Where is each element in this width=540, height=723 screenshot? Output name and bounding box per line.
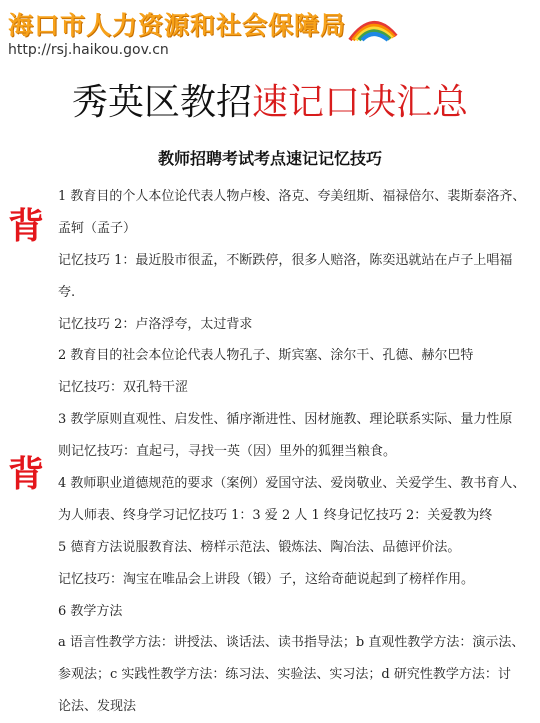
content-line: 3 教学原则直观性、启发性、循序渐进性、因材施教、理论联系实际、量力性原 [58,412,513,428]
content-line: 记忆技巧：淘宝在唯品会上讲段（锻）子，这给奇葩说起到了榜样作用。 [58,571,475,587]
side-mark-1: 背 [8,205,45,247]
content-line: 5 德育方法说服教育法、榜样示范法、锻炼法、陶冶法、品德评价法。 [58,539,461,555]
content-line: 孟轲（孟子） [58,220,137,236]
page-title [0,74,540,125]
content-line: 为人师表、终身学习记忆技巧 1：3 爱 2 人 1 终身记忆技巧 2：关爱教为终 [58,507,493,523]
content-line: 参观法；c 实践性教学方法：练习法、实验法、实习法；d 研究性教学方法：讨 [58,667,511,683]
content-line: 记忆技巧：双孔特干涩 [58,380,189,396]
document-subtitle: 教师招聘考试考点速记记忆技巧 [157,149,382,168]
content-line: 记忆技巧 2：卢洛浮夸，太过背求 [58,316,253,332]
content-line: 夸. [58,284,76,300]
content-line: 4 教师职业道德规范的要求（案例）爱国守法、爱岗敬业、关爱学生、教书育人、 [58,476,526,492]
content-line: 2 教育目的社会本位论代表人物孔子、斯宾塞、涂尔干、孔德、赫尔巴特 [58,348,474,364]
content-line: 记忆技巧 1：最近股市很孟，不断跌停，很多人赔洛，陈奕迅就站在卢子上唱福 [58,252,513,268]
page-title-red: 速记口诀汇总 [252,82,469,123]
page-title-black: 秀英区教招 [71,82,252,123]
content-line: a 语言性教学方法：讲授法、谈话法、读书指导法；b 直观性教学方法：演示法、 [58,635,525,651]
site-url: http://rsj.haikou.gov.cn [8,42,169,58]
rainbow-logo-icon [344,6,402,42]
content-line: 则记忆技巧：直起弓，寻找一英（因）里外的狐狸当粮食。 [58,444,397,460]
content-line: 6 教学方法 [58,603,123,619]
side-mark-2: 背 [8,453,45,495]
content-body [58,181,526,723]
site-name: 海口市人力资源和社会保障局 [8,11,347,40]
content-line: 论法、发现法 [58,699,137,715]
content-line: 1 教育目的个人本位论代表人物卢梭、洛克、夸美纽斯、福禄倍尔、裴斯泰洛齐、 [58,189,526,204]
